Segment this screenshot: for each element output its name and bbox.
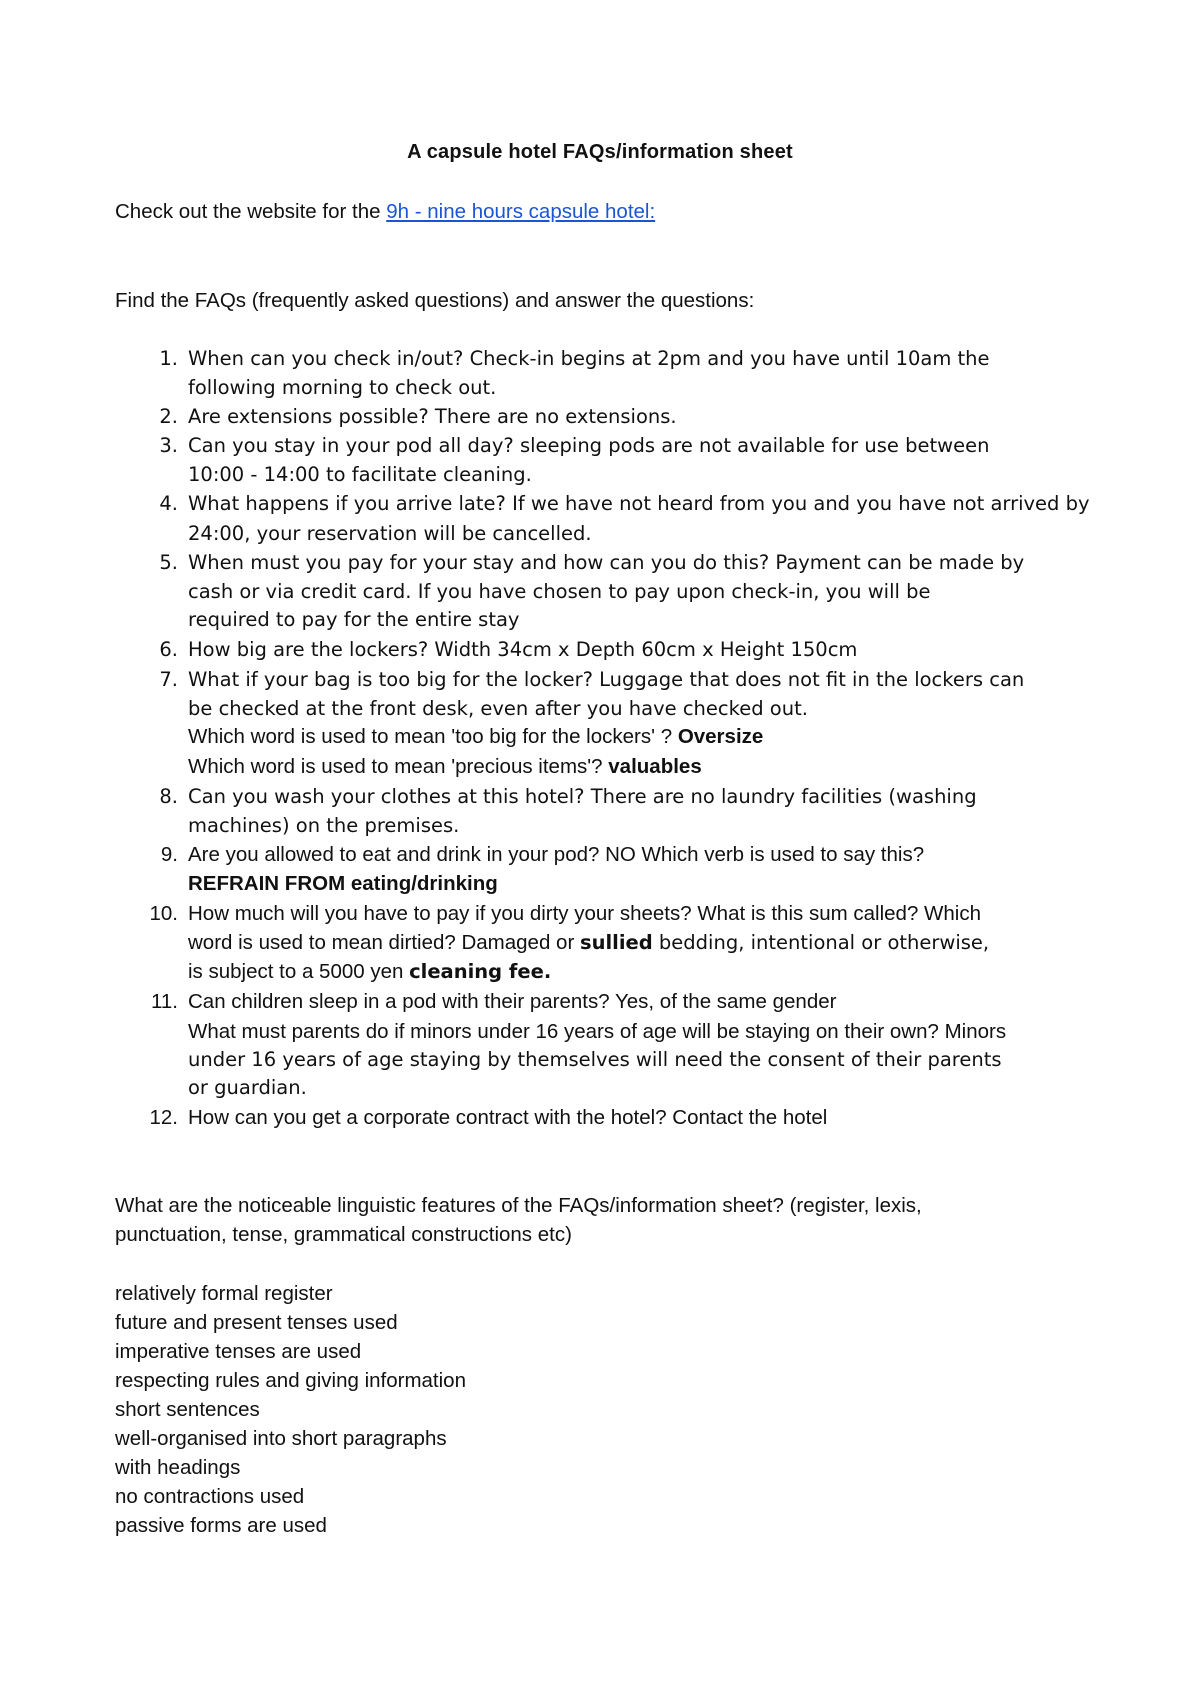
feature-item: respecting rules and giving information [115, 1369, 466, 1392]
question-number: 4. [159, 492, 178, 515]
question-9-answer: REFRAIN FROM eating/drinking [188, 872, 498, 895]
question-number: 1. [159, 347, 178, 370]
question-11-line-1: Can children sleep in a pod with their parents? Yes, of the same gender [188, 990, 837, 1013]
question-10-line-3 [188, 960, 551, 984]
question-2-line-1: Are extensions possible? There are no extensions. [188, 405, 677, 428]
question-11-line-4: or guardian. [188, 1076, 307, 1099]
question-number: 3. [159, 434, 178, 457]
feature-item: well-organised into short paragraphs [115, 1427, 447, 1450]
question-8-line-1: Can you wash your clothes at this hotel? There are no laundry facilities (washing [188, 785, 977, 808]
intro-text: Check out the website for the [115, 200, 387, 223]
question-8-line-2: machines) on the premises. [188, 814, 460, 837]
question-1-line-2: following morning to check out. [188, 376, 497, 399]
question-number: 8. [159, 785, 178, 808]
question-1-line-1: When can you check in/out? Check-in begins at 2pm and you have until 10am the [188, 347, 990, 370]
question-7-line-4 [188, 755, 702, 779]
question-10-text: bedding, intentional or otherwise, [652, 931, 990, 954]
question-7-subquestion: Which word is used to mean 'too big for the lockers' ? [188, 725, 678, 748]
hotel-website-link[interactable]: 9h - nine hours capsule hotel: [386, 200, 656, 223]
features-question-line-2: punctuation, tense, grammatical constructions etc) [115, 1223, 572, 1246]
question-11-line-3: under 16 years of age staying by themselves will need the consent of their parents [188, 1048, 1002, 1071]
instruction-text: Find the FAQs (frequently asked questions) and answer the questions: [115, 289, 755, 312]
question-number: 2. [159, 405, 178, 428]
question-number: 7. [159, 668, 178, 691]
answer-sullied: sullied [579, 931, 653, 954]
question-7-subquestion: Which word is used to mean 'precious items'? [188, 755, 609, 778]
question-4-line-2: 24:00, your reservation will be cancelled. [188, 522, 592, 545]
question-10-text: word is used to mean dirtied? Damaged or [188, 931, 580, 954]
question-3-line-2: 10:00 - 14:00 to facilitate cleaning. [188, 463, 532, 486]
question-number: 9. [160, 843, 178, 866]
question-6-line-1: How big are the lockers? Width 34cm x Depth 60cm x Height 150cm [188, 638, 858, 661]
question-10-line-2 [188, 931, 989, 955]
question-9-line-1: Are you allowed to eat and drink in your pod? NO Which verb is used to say this? [188, 843, 925, 866]
question-3-line-1: Can you stay in your pod all day? sleeping pods are not available for use between [188, 434, 990, 457]
feature-item: relatively formal register [115, 1282, 333, 1305]
question-number: 11. [151, 990, 178, 1013]
question-number: 12. [149, 1106, 178, 1129]
answer-oversize: Oversize [677, 725, 764, 748]
question-4-line-1: What happens if you arrive late? If we have not heard from you and you have not arrived by [188, 492, 1090, 515]
question-7-line-1: What if your bag is too big for the locker? Luggage that does not fit in the lockers can [188, 668, 1025, 691]
question-number: 5. [159, 551, 178, 574]
features-question-line-1: What are the noticeable linguistic features of the FAQs/information sheet? (register, lexis, [115, 1194, 922, 1217]
intro-line [115, 200, 655, 224]
page-title: A capsule hotel FAQs/information sheet [407, 141, 793, 163]
feature-item: imperative tenses are used [115, 1340, 362, 1363]
question-number: 10. [149, 902, 178, 925]
question-number: 6. [159, 638, 178, 661]
feature-item: no contractions used [115, 1485, 305, 1508]
question-7-line-2: be checked at the front desk, even after you have checked out. [188, 697, 808, 720]
question-10-line-1: How much will you have to pay if you dirty your sheets? What is this sum called? Which [188, 902, 981, 925]
answer-valuables: valuables [608, 755, 702, 778]
question-5-line-3: required to pay for the entire stay [188, 608, 520, 631]
feature-item: future and present tenses used [115, 1311, 398, 1334]
question-5-line-2: cash or via credit card. If you have chosen to pay upon check-in, you will be [188, 580, 931, 603]
question-12-line-1: How can you get a corporate contract with the hotel? Contact the hotel [188, 1106, 828, 1129]
feature-item: passive forms are used [115, 1514, 327, 1537]
question-10-text: is subject to a 5000 yen [188, 960, 410, 983]
question-7-line-3 [188, 725, 763, 749]
question-11-line-2: What must parents do if minors under 16 years of age will be staying on their own? Minors [188, 1020, 1007, 1043]
answer-cleaning-fee: cleaning fee. [409, 960, 552, 983]
feature-item: with headings [115, 1456, 241, 1479]
question-5-line-1: When must you pay for your stay and how can you do this? Payment can be made by [188, 551, 1025, 574]
feature-item: short sentences [115, 1398, 260, 1421]
